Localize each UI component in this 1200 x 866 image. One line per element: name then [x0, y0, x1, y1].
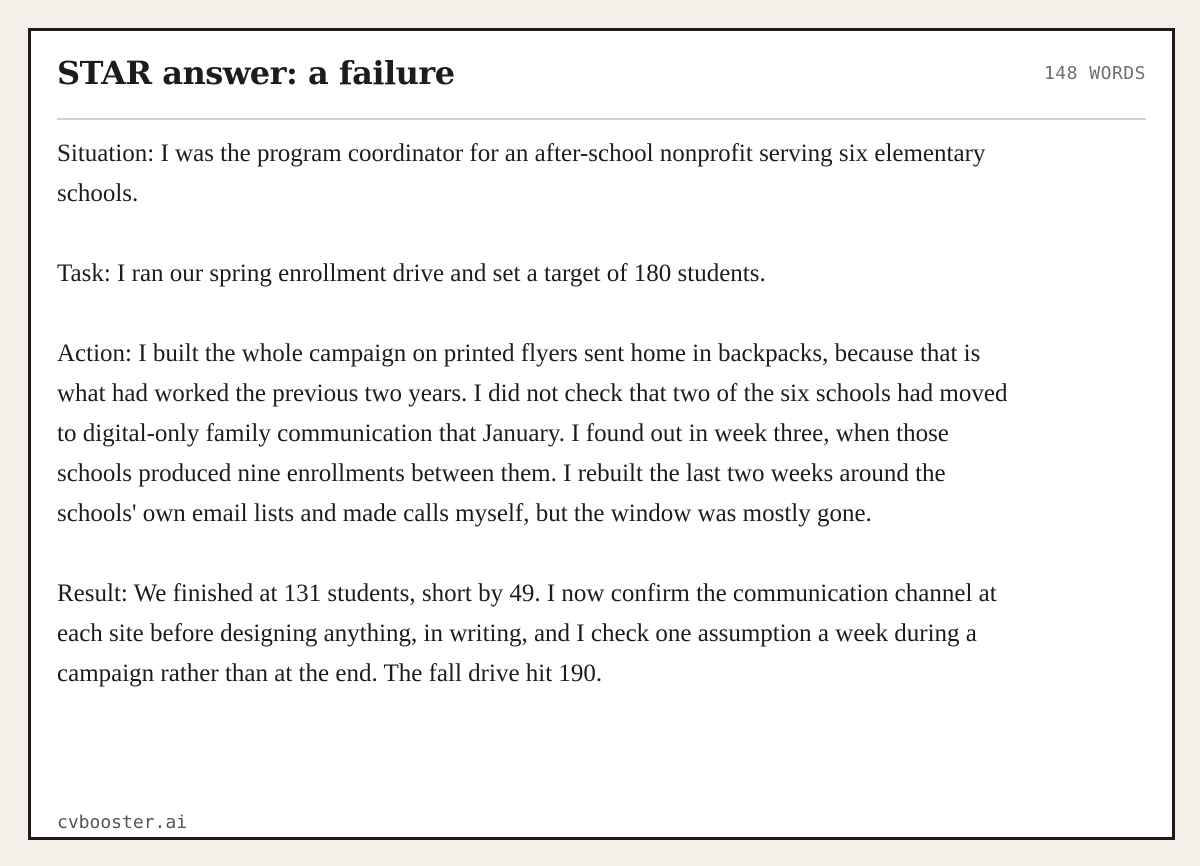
result-paragraph: Result: We finished at 131 students, short by 49. I now confirm the communication channel at each site before designing anything, in writing, and I check one assumption a week during a campaign rather than at the end. The fall drive hit 190. [57, 580, 997, 687]
answer-body [57, 134, 1017, 734]
brand-footer: cvbooster.ai [57, 812, 188, 833]
action-paragraph: Action: I built the whole campaign on printed flyers sent home in backpacks, because that is what had worked the previous two years. I did not check that two of the six schools had moved to digital-only family communication that January. I found out in week three, when those schools produced nine enrollments between them. I rebuilt the last two weeks around the schools' own email lists and made calls myself, but the window was mostly gone. [57, 340, 1008, 527]
card-title: STAR answer: a failure [57, 54, 455, 92]
word-count: 148 WORDS [1043, 63, 1146, 84]
star-answer-card [28, 28, 1175, 840]
situation-paragraph: Situation: I was the program coordinator for an after-school nonprofit serving six elementary schools. [57, 140, 986, 207]
card-header [57, 31, 1146, 120]
task-paragraph: Task: I ran our spring enrollment drive and set a target of 180 students. [57, 260, 766, 287]
